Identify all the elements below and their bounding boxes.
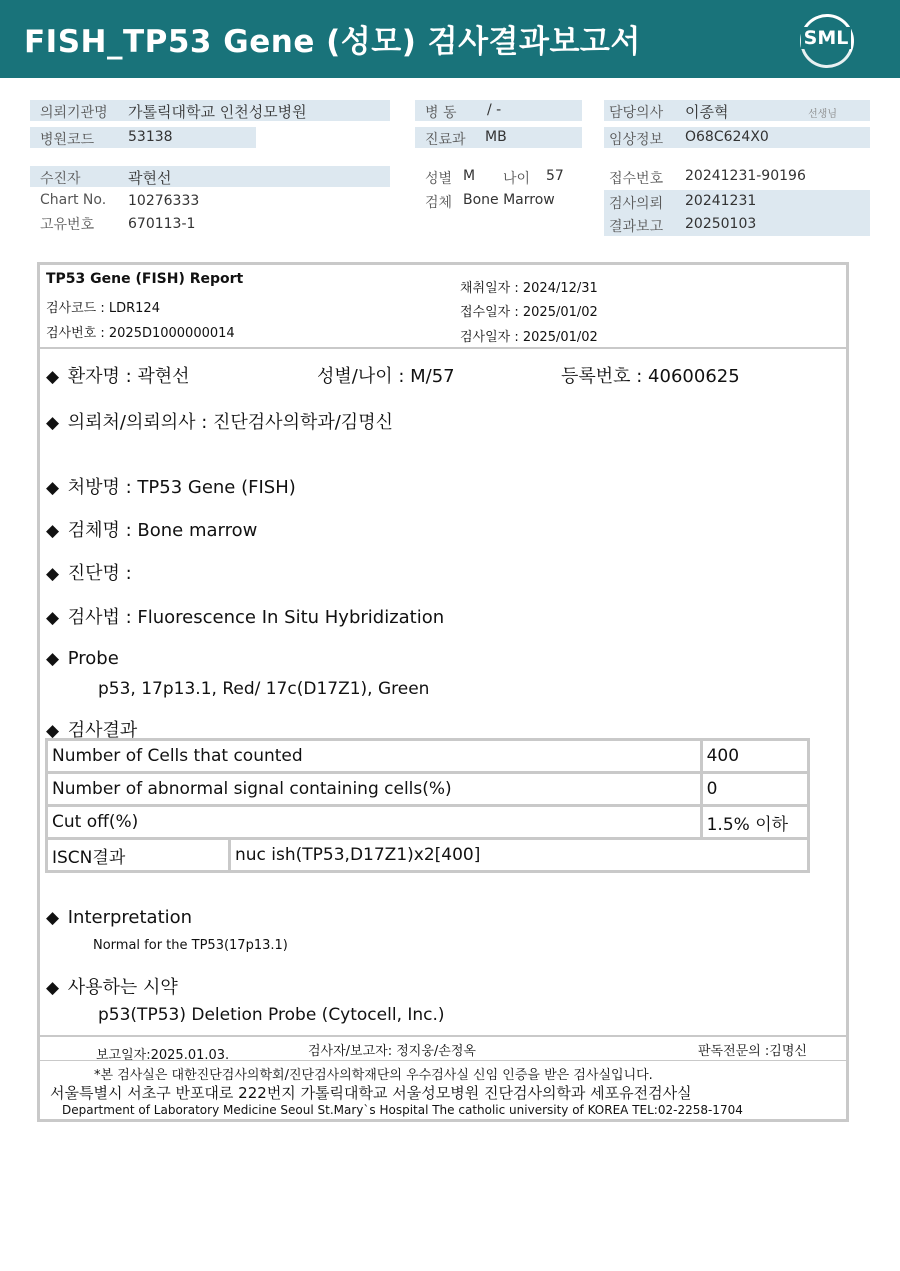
registration-number: 등록번호 : 40600625 [561, 366, 740, 387]
collect-date: 채취일자 : 2024/12/31 [460, 281, 598, 296]
reader: 판독전문의 :김명신 [698, 1044, 807, 1059]
dept-label: 진료과 [425, 132, 466, 148]
patient-name: 환자명 : 곽현선 [67, 366, 190, 387]
institution-value: 가톨릭대학교 인천성모병원 [128, 103, 307, 121]
clinical-label: 임상정보 [609, 132, 664, 148]
request-label: 검사의뢰 [609, 196, 664, 212]
institution-label: 의뢰기관명 [40, 105, 108, 121]
certification-notice: *본 검사실은 대한진단검사의학회/진단검사의학재단의 우수검사실 신임 인증을 받은 검사실입니다. [94, 1068, 653, 1083]
diagnosis: 진단명 : [67, 563, 132, 584]
probe-value: p53, 17p13.1, Red/ 17c(D17Z1), Green [98, 679, 430, 699]
logo-text: SML [801, 27, 851, 49]
referrer: 의뢰처/의뢰의사 : 진단검사의학과/김명신 [67, 412, 393, 433]
patient-label: 수진자 [40, 171, 81, 187]
page-header [0, 0, 900, 78]
test-number: 검사번호 : 2025D1000000014 [46, 326, 235, 341]
receipt-value: 20241231-90196 [685, 168, 806, 184]
test-date: 검사일자 : 2025/01/02 [460, 330, 598, 345]
specimen-label: 검체 [425, 195, 453, 211]
diamond-icon: ◆ [46, 721, 60, 741]
doctor-label: 담당의사 [609, 105, 664, 121]
table-row [47, 839, 809, 872]
report-box [37, 262, 849, 1122]
result-cell-label: Number of abnormal signal containing cells(%) [47, 773, 702, 806]
diamond-icon: ◆ [46, 978, 60, 998]
age-label: 나이 [503, 171, 531, 187]
interpretation-value: Normal for the TP53(17p13.1) [93, 938, 288, 953]
result-cell-value: 1.5% 이하 [701, 806, 808, 839]
result-value: 20250103 [685, 216, 757, 232]
receipt-label: 접수번호 [609, 171, 664, 187]
interpretation-label: Interpretation [67, 907, 193, 928]
result-section-label: 검사결과 [67, 720, 138, 741]
result-cell-label: Cut off(%) [47, 806, 702, 839]
receive-date: 접수일자 : 2025/01/02 [460, 305, 598, 320]
order-name: 처방명 : TP53 Gene (FISH) [67, 477, 296, 498]
doctor-suffix: 선생님 [808, 109, 837, 120]
result-cell-label: Number of Cells that counted [47, 740, 702, 773]
report-footer [40, 1035, 846, 1121]
lab-address: 서울특별시 서초구 반포대로 222번지 가톨릭대학교 서울성모병원 진단검사의학과 세포유전검사실 [50, 1084, 692, 1102]
diamond-icon: ◆ [46, 608, 60, 628]
table-row [47, 773, 809, 806]
result-table [45, 738, 810, 873]
diamond-icon: ◆ [46, 564, 60, 584]
hospital-code-label: 병원코드 [40, 132, 95, 148]
diamond-icon: ◆ [46, 413, 60, 433]
test-code: 검사코드 : LDR124 [46, 301, 160, 316]
diamond-icon: ◆ [46, 908, 60, 928]
report-header [40, 265, 846, 349]
reagent-label: 사용하는 시약 [67, 977, 178, 998]
sex-label: 성별 [425, 171, 453, 187]
ward-label: 병 동 [425, 105, 457, 121]
specimen-name: 검체명 : Bone marrow [67, 520, 258, 541]
result-cell-value: 0 [701, 773, 808, 806]
sex-age: 성별/나이 : M/57 [317, 366, 455, 387]
patient-value: 곽현선 [128, 169, 172, 187]
tester: 검사자/보고자: 정지웅/손정옥 [308, 1044, 476, 1059]
reagent-value: p53(TP53) Deletion Probe (Cytocell, Inc.) [98, 1005, 445, 1025]
result-cell-value: 400 [701, 740, 808, 773]
chart-label: Chart No. [40, 192, 107, 208]
iscn-value: nuc ish(TP53,D17Z1)x2[400] [230, 839, 809, 872]
table-row [47, 740, 809, 773]
ward-value: / - [487, 102, 502, 118]
specimen-value: Bone Marrow [463, 192, 555, 208]
iscn-label: ISCN결과 [47, 839, 230, 872]
report-title: TP53 Gene (FISH) Report [46, 271, 244, 287]
diamond-icon: ◆ [46, 521, 60, 541]
request-value: 20241231 [685, 193, 757, 209]
age-value: 57 [546, 168, 564, 184]
hospital-code-value: 53138 [128, 129, 173, 145]
test-method: 검사법 : Fluorescence In Situ Hybridization [67, 607, 445, 628]
table-row [47, 806, 809, 839]
probe-label: Probe [67, 648, 119, 669]
dept-value: MB [485, 129, 507, 145]
unique-label: 고유번호 [40, 217, 95, 233]
diamond-icon: ◆ [46, 478, 60, 498]
clinical-value: O68C624X0 [685, 129, 769, 145]
chart-value: 10276333 [128, 193, 200, 209]
info-bar [30, 166, 390, 187]
report-date: 보고일자:2025.01.03. [96, 1048, 230, 1063]
diamond-icon: ◆ [46, 649, 60, 669]
diamond-icon: ◆ [46, 367, 60, 387]
unique-value: 670113-1 [128, 216, 196, 232]
result-label: 결과보고 [609, 219, 664, 235]
doctor-value: 이종혁 [685, 103, 729, 121]
sex-value: M [463, 168, 476, 184]
page-title: FISH_TP53 Gene (성모) 검사결과보고서 [24, 24, 641, 60]
sml-logo [798, 12, 854, 66]
lab-english-address: Department of Laboratory Medicine Seoul St.Mary`s Hospital The catholic university of KOREA TEL:02-2258-1704 [62, 1103, 743, 1117]
